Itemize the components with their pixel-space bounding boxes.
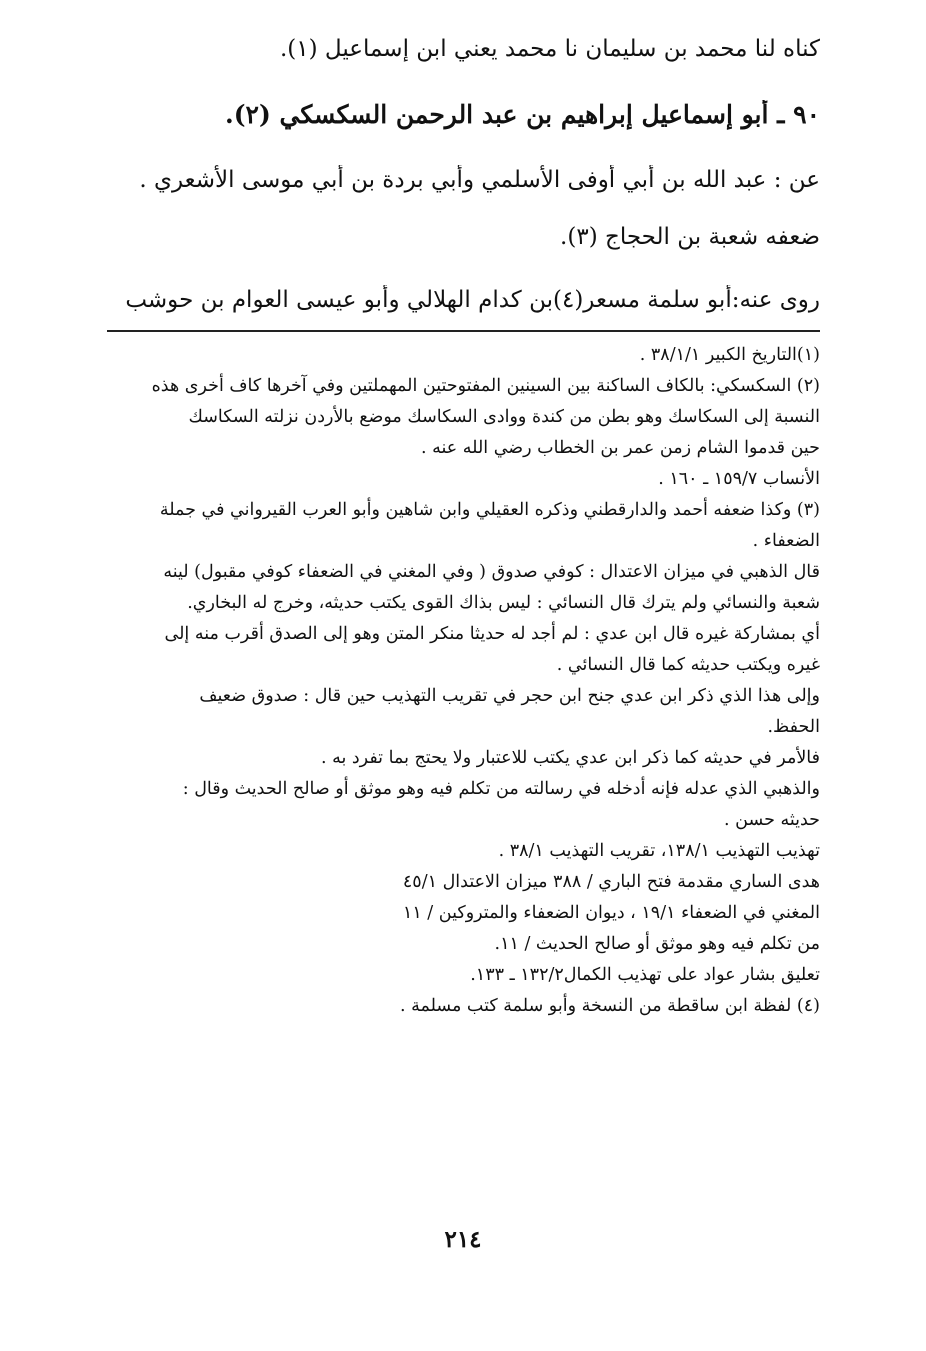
footnote-3-line-16: تعليق بشار عواد على تهذيب الكمال١٣٢/٢ ـ ١٣٣. <box>470 965 820 985</box>
text-line-1: كناه لنا محمد بن سليمان نا محمد يعني ابن إسماعيل (١). <box>279 36 820 62</box>
footnote-3-line-6: غيره ويكتب حديثه كما قال النسائي . <box>556 655 820 675</box>
text-line-5: روى عنه:أبو سلمة مسعر(٤)بن كدام الهلالي وأبو عيسى العوام بن حوشب <box>125 287 820 313</box>
footnote-4: (٤) لفظة ابن ساقطة من النسخة وأبو سلمة كتب مسلمة . <box>399 996 820 1016</box>
footnote-3-line-2: الضعفاء . <box>752 531 820 551</box>
text-line-3: عن : عبد الله بن أبي أوفى الأسلمي وأبي بردة بن أبي موسى الأشعري . <box>139 167 820 193</box>
footnotes <box>82 340 820 1022</box>
page-number: ٢١٤ <box>444 1226 482 1253</box>
footnote-3-line-13: هدى الساري مقدمة فتح الباري / ٣٨٨ ميزان الاعتدال ٤٥/١ <box>402 872 820 892</box>
footnote-3-line-7: وإلى هذا الذي ذكر ابن عدي جنح ابن حجر في تقريب التهذيب حين قال : صدوق ضعيف <box>199 686 820 706</box>
text-line-4: ضعفه شعبة بن الحجاج (٣). <box>560 224 820 250</box>
footnote-3-line-12: تهذيب التهذيب ١٣٨/١، تقريب التهذيب ٣٨/١ . <box>498 841 820 861</box>
footnote-3-line-8: الحفظ. <box>767 717 820 737</box>
footnote-3-line-4: شعبة والنسائي ولم يترك قال النسائي : ليس بذاك القوى يكتب حديثه، وخرج له البخاري. <box>187 593 820 613</box>
footnote-3-line-5: أي بمشاركة غيره قال ابن عدي : لم أجد له حديثا منكر المتن وهو إلى الصدق أقرب منه إلى <box>164 624 820 644</box>
footnote-3-line-10: والذهبي الذي عدله فإنه أدخله في رسالته من تكلم فيه وهو موثق أو صالح الحديث وقال : <box>182 779 820 799</box>
footnote-3-line-3: قال الذهبي في ميزان الاعتدال : كوفي صدوق ( وفي المغني في الضعفاء كوفي مقبول) لينه <box>163 562 820 582</box>
footnote-3-line-11: حديثه حسن . <box>724 810 820 830</box>
footnote-3-line-9: فالأمر في حديثه كما ذكر ابن عدي يكتب للاعتبار ولا يحتج بما تفرد به . <box>320 748 820 768</box>
footnote-3-line-1: (٣) وكذا ضعفه أحمد والدارقطني وذكره العقيلي وابن شاهين وأبو العرب القيرواني في جملة <box>159 500 820 520</box>
footnote-3-line-15: من تكلم فيه وهو موثق أو صالح الحديث / ١١. <box>494 934 820 954</box>
footnote-2-line-4: الأنساب ١٥٩/٧ ـ ١٦٠ . <box>658 469 820 489</box>
footnote-2-line-1: (٢) السكسكي: بالكاف الساكنة بين السينين المفتوحتين المهملتين وفي آخرها كاف أخرى هذه <box>151 376 820 396</box>
footnote-1: (١)التاريخ الكبير ٣٨/١/١ . <box>639 345 820 365</box>
footnote-3-line-14: المغني في الضعفاء ١٩/١ ، ديوان الضعفاء والمتروكين / ١١ <box>402 903 820 923</box>
entry-heading: ٩٠ ـ أبو إسماعيل إبراهيم بن عبد الرحمن السكسكي (٢). <box>225 100 820 129</box>
footnote-2-line-3: حين قدموا الشام زمن عمر بن الخطاب رضي الله عنه . <box>421 438 820 458</box>
footnote-separator <box>107 330 820 332</box>
footnote-2-line-2: النسبة إلى السكاسك وهو بطن من كندة ووادى السكاسك موضع بالأردن نزلته السكاسك <box>188 407 820 427</box>
